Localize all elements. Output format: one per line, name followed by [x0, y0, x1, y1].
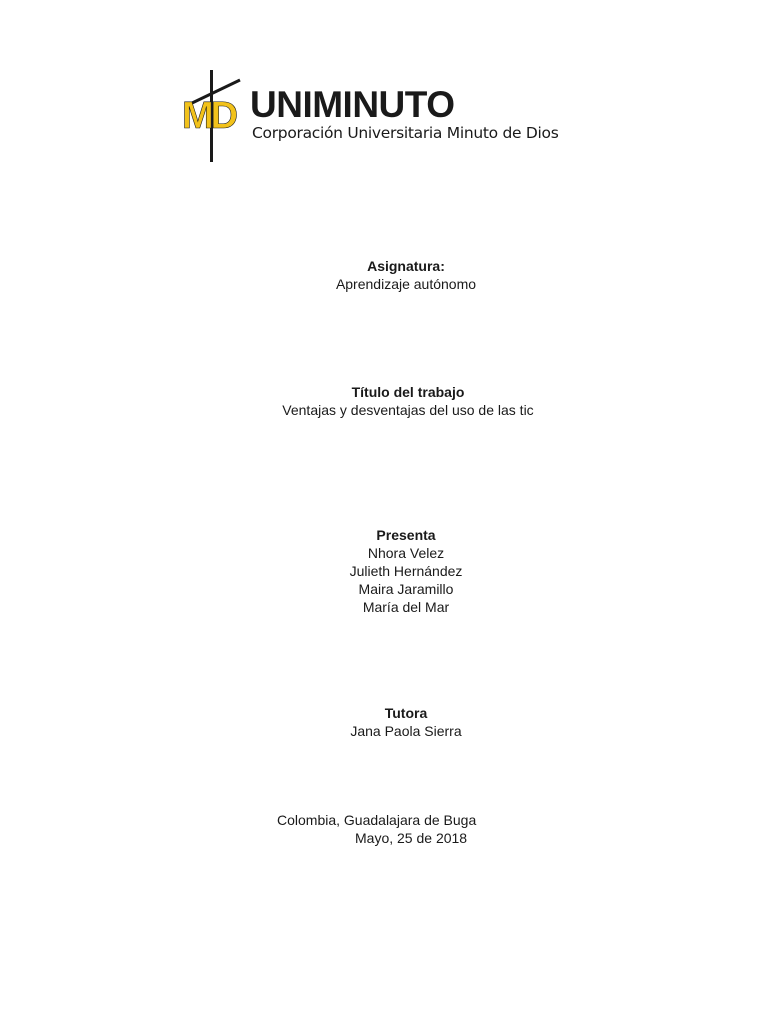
place-line: Colombia, Guadalajara de Buga: [277, 812, 477, 828]
subject-value: Aprendizaje autónomo: [335, 276, 477, 292]
tutor-heading: Tutora: [384, 705, 428, 721]
presenter-name: María del Mar: [362, 599, 450, 615]
subject-heading: Asignatura:: [367, 258, 445, 274]
tutor-name: Jana Paola Sierra: [350, 723, 462, 739]
md-cross-logo-icon: [180, 66, 252, 164]
university-name: UNIMINUTO: [250, 84, 455, 125]
svg-text:MD: MD: [182, 95, 236, 137]
work-title-block: [0, 383, 768, 419]
presenter-name: Julieth Hernández: [349, 563, 463, 579]
presenters-heading: Presenta: [376, 527, 436, 543]
work-title-heading: Título del trabajo: [351, 384, 465, 400]
subject-block: [0, 257, 768, 293]
university-tagline: Corporación Universitaria Minuto de Dios: [252, 124, 559, 142]
date-line: Mayo, 25 de 2018: [355, 830, 468, 846]
presenters-block: [0, 526, 768, 616]
presenter-name: Maira Jaramillo: [358, 581, 454, 597]
work-title-value: Ventajas y desventajas del uso de las tic: [282, 402, 534, 418]
university-logo: [180, 66, 560, 166]
presenter-name: Nhora Velez: [367, 545, 445, 561]
tutor-block: [0, 704, 768, 740]
